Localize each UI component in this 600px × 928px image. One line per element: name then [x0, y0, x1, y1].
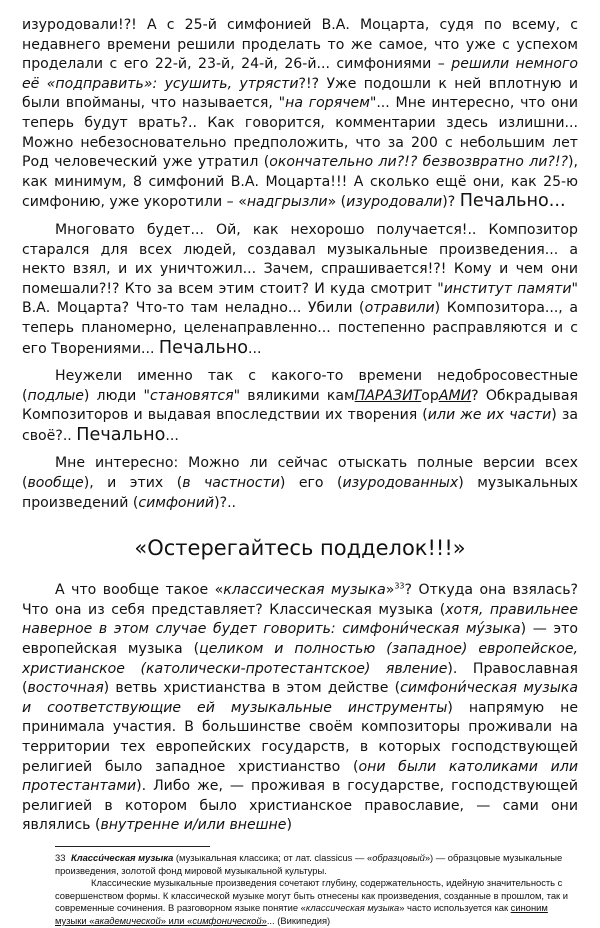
footnote-reference[interactable]: 33 — [394, 581, 405, 591]
text: ) за своё?.. — [22, 407, 578, 444]
italic-link-text[interactable]: симфонической — [192, 914, 262, 926]
text: ) музыкальных произведений ( — [22, 475, 578, 511]
text: ) ветвь христианства в этом действе ( — [103, 680, 401, 697]
text: Мне интересно: Можно ли сейчас отыскать полные версии всех ( — [22, 455, 578, 492]
text: ) — это европейская музыка ( — [22, 621, 579, 658]
text: ... — [165, 427, 179, 444]
text: ?!? Уже подошли к ней вплотную и были впойманы, что называется, " — [22, 75, 578, 112]
text: Классические музыкальные произведения сочетают глубину, содержательность, идейную значительность с совершенством формы. К классической музыке могут быть отнесены как произведения, созданные в прошлом, так и современные сочинения. В разговорном языке понятие « — [55, 877, 568, 914]
italic-text: они были католиками или протестантами — [22, 758, 578, 795]
italic-text: внутренне и/или внешне — [100, 817, 287, 834]
text: Многовато будет... Ой, как нехорошо получается!.. Композитор старался для всех людей, создавал музыкальные произведения... а некто взял, и их уничтожил... Зачем, спрашивается!?! Кому и чем они помешали?!? Кто за всем этим стоит? И куда смотрит " — [22, 221, 578, 297]
italic-text: подлые — [27, 387, 84, 404]
text: ) напрямую не принимала участия. В большинстве своём композиторы проживали на территории тех европейских государств, в которых господствующей религией было западное христианство ( — [22, 699, 578, 775]
italic-text: на горячем — [285, 95, 370, 112]
text: ? Обкрадывая Композиторов и выдавая впоследствии их творения ( — [22, 387, 578, 424]
text: ). Православная ( — [22, 660, 578, 697]
italic-text: восточная — [27, 680, 104, 697]
text: ), как минимум, 8 симфоний В.А. Моцарта!!! А сколько ещё они, как 25-ю симфонию, уже укоротили – « — [22, 154, 578, 211]
text: )? — [442, 194, 460, 211]
text: » ( — [327, 194, 347, 211]
underlined-italic-text: АМИ — [438, 387, 472, 404]
italic-text: решили немного её «подправить»: усушить, утрясти — [22, 56, 578, 92]
italic-text: или же их части — [427, 407, 552, 424]
text: ? Откуда она взялась? Что она из себя представляет? Классическая музыка ( — [22, 582, 578, 618]
footnote-number: 33 — [55, 851, 66, 863]
section-heading: «Остерегайтесь подделок!!!» — [134, 536, 466, 561]
footnote — [55, 852, 578, 928]
italic-text: целиком и полностью (западное) европейское, христианское (католически-протестантское) явление — [22, 641, 579, 677]
italic-text: окончательно ли?!? безвозвратно ли?!? — [269, 154, 569, 171]
text: ) — [286, 817, 292, 834]
italic-link-text[interactable]: академической — [94, 914, 161, 926]
underlined-italic-text: ПАРАЗИТ — [354, 387, 422, 404]
text: ) его ( — [279, 475, 343, 492]
sad-remark: Печально... — [459, 191, 566, 212]
italic-text: становятся — [149, 387, 234, 404]
sad-remark: Печально — [158, 337, 249, 358]
paragraph-3 — [22, 367, 578, 446]
footnote-separator — [55, 846, 210, 847]
text: )?.. — [214, 494, 237, 511]
italic-text: хотя, правильнее наверное в этом случае будет говорить: симфони́ческая му́зыка — [22, 601, 579, 638]
paragraph-4 — [22, 454, 578, 513]
footnote-term: Класси́ческая музыка — [71, 851, 174, 863]
footnote-line-1 — [55, 852, 578, 877]
italic-text: образцовый — [372, 851, 425, 863]
paragraph-1 — [22, 16, 578, 213]
italic-text: классическая музыка — [223, 582, 386, 599]
paragraph-2 — [22, 221, 578, 359]
italic-text: вообще — [27, 475, 84, 492]
italic-text: изуродовали — [346, 194, 443, 211]
italic-text: институт памяти — [443, 280, 572, 297]
text: ... (Википедия) — [266, 914, 331, 926]
text: Неужели именно так с какого-то времени недобросовестные ( — [22, 368, 578, 404]
text: " В.А. Моцарта? Что-то там неладно... Убили ( — [22, 280, 578, 317]
text: (музыкальная классика; от лат. classicus — « — [173, 851, 373, 863]
text: изуродовали!?! А с 25-й симфонией В.А. Моцарта, судя по всему, с недавнего времени решили проделать то же самое, что уже с успехом проделали с его 22-й, 23-й, 24-й, 26-й... симфониями – — [22, 17, 578, 73]
italic-text: изуродованных — [342, 475, 459, 492]
italic-text: отравили — [364, 300, 435, 317]
text: ») — образцовые музыкальные произведения, золотой фонд мировой музыкальной культуры. — [55, 851, 563, 876]
link-text[interactable]: » — [261, 914, 267, 926]
text: ). Либо же, — проживая в государстве, господствующей религией в котором было христианское православие, — сами они являлись ( — [22, 778, 578, 834]
text: ) люди " — [83, 387, 150, 404]
sad-remark: Печально — [76, 424, 166, 445]
italic-text: надгрызли — [246, 194, 328, 211]
text: » часто используется как — [399, 902, 511, 914]
italic-text: симфоний — [138, 494, 215, 511]
text: ... — [248, 340, 262, 357]
italic-text: симфони́ческая музыка и соответствующие ей музыкальные инструменты — [22, 680, 578, 716]
text: ) Композитора..., а теперь планомерно, целенаправленно... постепенно расправляются и с его Творениями... — [22, 300, 578, 357]
text: ), и этих ( — [83, 475, 183, 492]
italic-text: классическая музыка — [305, 902, 400, 914]
text: А что вообще такое « — [55, 582, 224, 599]
text: » — [385, 582, 395, 599]
italic-text: в частности — [182, 475, 280, 492]
paragraph-5 — [22, 581, 578, 836]
link-text[interactable]: синоним музыки « — [55, 902, 548, 926]
footnote-line-2 — [55, 877, 578, 927]
text: " вяликими кам — [233, 387, 355, 404]
link-text[interactable]: » или « — [160, 914, 193, 926]
text: "... Мне интересно, что они теперь будут врать?.. Как говорится, комментарии здесь излишни... Можно небезосновательно предположить, что за 200 с небольшим лет Род человеческий уже утратил ( — [22, 95, 579, 171]
text: ор — [421, 387, 439, 404]
